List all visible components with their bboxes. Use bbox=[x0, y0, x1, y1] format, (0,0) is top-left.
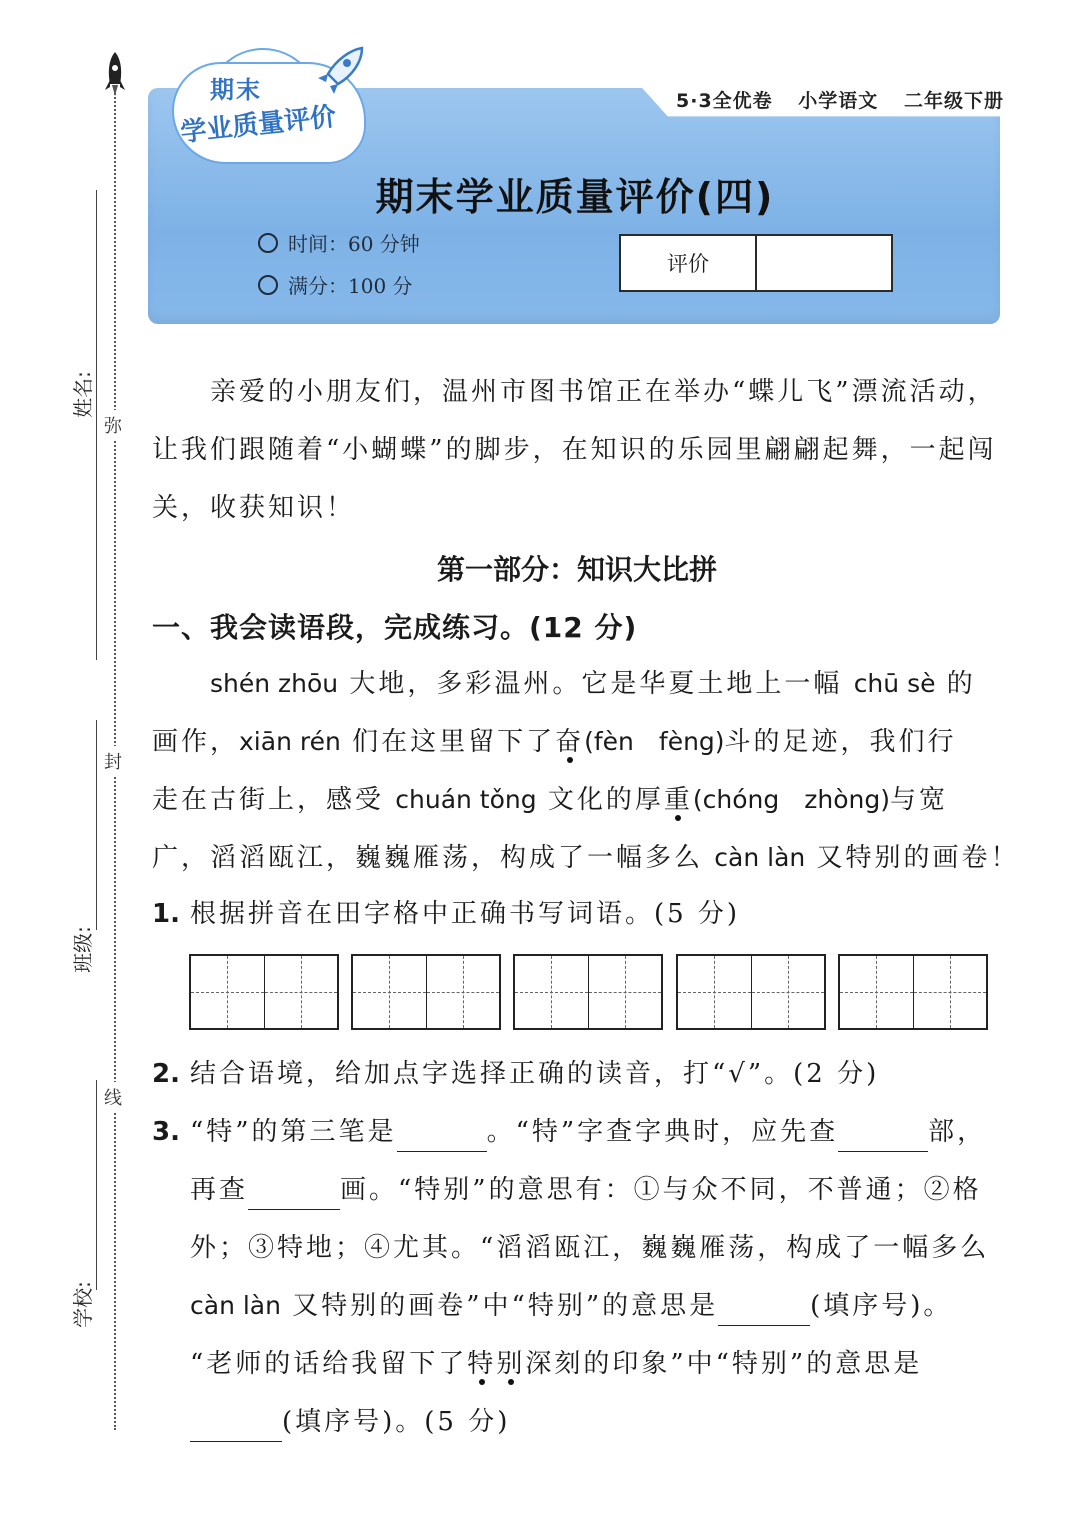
tianzige-word-box[interactable] bbox=[189, 954, 339, 1030]
series-name: 5·3全优卷 bbox=[676, 90, 773, 112]
question-1 bbox=[152, 894, 1002, 934]
section-1-title: 一、我会读语段，完成练习。(12 分) bbox=[152, 611, 638, 644]
tianzige-cell[interactable] bbox=[913, 956, 987, 1028]
class-field-line[interactable] bbox=[96, 720, 97, 930]
badge-rocket-icon bbox=[300, 44, 370, 104]
reading-options-zhong[interactable]: (chóng zhòng) bbox=[692, 785, 890, 814]
question-1-text: 根据拼音在田字格中正确书写词语。(5 分) bbox=[189, 899, 741, 929]
dotted-char-bie: 别 bbox=[496, 1349, 526, 1379]
passage-text: 画作， bbox=[152, 727, 240, 757]
question-2-number: 2. bbox=[152, 1059, 180, 1089]
question-text: “特”的第三笔是 bbox=[189, 1117, 397, 1147]
passage-text: 的 bbox=[935, 669, 976, 699]
grade-name: 二年级下册 bbox=[903, 90, 1004, 112]
tianzige-word-box[interactable] bbox=[676, 954, 826, 1030]
evaluation-box bbox=[619, 234, 893, 292]
evaluation-label: 评价 bbox=[621, 236, 757, 290]
school-field-line[interactable] bbox=[96, 1080, 97, 1290]
passage-text: 与宽 bbox=[890, 785, 949, 815]
name-field-line[interactable] bbox=[96, 190, 97, 660]
answer-blank-meaning-2[interactable] bbox=[190, 1413, 282, 1442]
question-3-line-1 bbox=[152, 1112, 1002, 1152]
question-2-text: 结合语境，给加点字选择正确的读音，打“√”。(2 分) bbox=[189, 1059, 880, 1089]
question-text: (填序号)。(5 分) bbox=[282, 1407, 511, 1437]
class-label: 班级: bbox=[70, 926, 95, 973]
passage-line-4 bbox=[152, 838, 1020, 878]
question-text: 画。“特别”的意思有：①与众不同，不普通；②格 bbox=[340, 1175, 982, 1205]
tianzige-cell[interactable] bbox=[426, 956, 500, 1028]
passage-text: 走在古街上，感受 bbox=[152, 785, 396, 815]
tianzige-cell[interactable] bbox=[751, 956, 825, 1028]
time-info bbox=[258, 228, 420, 257]
passage-text: 广，滔滔瓯江，巍巍雁荡，构成了一幅多么 bbox=[152, 843, 715, 873]
tianzige-word-box[interactable] bbox=[351, 954, 501, 1030]
score-info bbox=[258, 270, 413, 299]
subject-name: 小学语文 bbox=[798, 90, 879, 112]
tianzige-row bbox=[189, 954, 989, 1032]
question-3-line-6 bbox=[190, 1402, 1002, 1442]
tianzige-cell[interactable] bbox=[515, 956, 588, 1028]
question-text: “老师的话给我留下了 bbox=[190, 1349, 468, 1379]
tianzige-word-box[interactable] bbox=[513, 954, 663, 1030]
passage-text: 文化的厚 bbox=[536, 785, 664, 815]
pinyin-canlan: càn làn bbox=[714, 843, 806, 872]
question-text: 部， bbox=[928, 1117, 987, 1147]
tianzige-cell[interactable] bbox=[840, 956, 913, 1028]
tianzige-cell[interactable] bbox=[353, 956, 426, 1028]
question-3-number: 3. bbox=[152, 1117, 180, 1147]
question-text: 又特别的画卷”中“特别”的意思是 bbox=[280, 1291, 719, 1321]
part-title: 第一部分：知识大比拼 bbox=[436, 553, 717, 586]
question-3-line-3: 外；③特地；④尤其。“滔滔瓯江，巍巍雁荡，构成了一幅多么 bbox=[190, 1233, 990, 1263]
check-circle-icon bbox=[258, 275, 278, 295]
passage-text: 又特别的画卷！ bbox=[805, 843, 1020, 873]
tianzige-cell[interactable] bbox=[191, 956, 264, 1028]
series-info bbox=[676, 86, 1022, 113]
badge-line2: 学业质量评价 bbox=[179, 101, 338, 149]
dotted-char-fen: 奋 bbox=[555, 727, 585, 757]
dotted-char-zhong: 重 bbox=[663, 785, 693, 815]
name-label: 姓名: bbox=[70, 371, 95, 418]
tianzige-cell[interactable] bbox=[264, 956, 338, 1028]
passage-line-3 bbox=[152, 780, 1002, 820]
tianzige-cell[interactable] bbox=[678, 956, 751, 1028]
answer-blank-strokes[interactable] bbox=[248, 1181, 340, 1210]
answer-blank-meaning-1[interactable] bbox=[718, 1297, 810, 1326]
pinyin-chuse: chū sè bbox=[853, 669, 936, 698]
question-text: 再查 bbox=[190, 1175, 249, 1205]
score-label: 满分：100 分 bbox=[288, 274, 413, 298]
question-text: 。“特”字查字典时，应先查 bbox=[486, 1117, 839, 1147]
exam-title: 期末学业质量评价(四) bbox=[375, 175, 775, 219]
passage-text: 们在这里留下了 bbox=[340, 727, 556, 757]
answer-blank-radical[interactable] bbox=[838, 1123, 928, 1152]
binding-word-mi: 弥 bbox=[104, 410, 122, 440]
pinyin-xianren: xiān rén bbox=[239, 727, 341, 756]
binding-word-xian: 线 bbox=[104, 1082, 122, 1112]
answer-blank-third-stroke[interactable] bbox=[397, 1123, 487, 1152]
binding-word-feng: 封 bbox=[104, 746, 122, 776]
question-3-line-2 bbox=[190, 1170, 1002, 1210]
badge-line1: 期末 bbox=[210, 76, 262, 104]
time-label: 时间：60 分钟 bbox=[288, 232, 420, 256]
dotted-char-te: 特 bbox=[467, 1349, 497, 1379]
clock-icon bbox=[258, 233, 278, 253]
intro-line-3: 关，收获知识！ bbox=[152, 493, 356, 523]
passage-text: 斗的足迹，我们行 bbox=[724, 727, 957, 757]
question-text: 深刻的印象”中“特别”的意思是 bbox=[525, 1349, 923, 1379]
evaluation-value-field[interactable] bbox=[757, 236, 891, 290]
tianzige-word-box[interactable] bbox=[838, 954, 988, 1030]
question-text: (填序号)。 bbox=[810, 1291, 953, 1321]
school-label: 学校: bbox=[70, 1281, 95, 1328]
passage-text: 大地，多彩温州。它是华夏土地上一幅 bbox=[338, 669, 854, 699]
passage-line-1 bbox=[210, 664, 1002, 704]
reading-options-fen[interactable]: (fèn fèng) bbox=[584, 727, 725, 756]
passage-line-2 bbox=[152, 722, 1002, 762]
question-2 bbox=[152, 1054, 1002, 1094]
pinyin-canlan-q3: càn làn bbox=[190, 1291, 281, 1320]
question-1-number: 1. bbox=[152, 899, 180, 929]
intro-line-1: 亲爱的小朋友们，温州市图书馆正在举办“蝶儿飞”漂流活动， bbox=[210, 377, 997, 407]
tianzige-cell[interactable] bbox=[588, 956, 662, 1028]
question-3-line-5 bbox=[190, 1344, 1002, 1384]
intro-line-2: 让我们跟随着“小蝴蝶”的脚步，在知识的乐园里翩翩起舞，一起闯 bbox=[152, 435, 997, 465]
question-3-line-4 bbox=[190, 1286, 1002, 1326]
pinyin-chuantong: chuán tǒng bbox=[395, 785, 537, 814]
pinyin-shenzhou: shén zhōu bbox=[210, 669, 339, 698]
